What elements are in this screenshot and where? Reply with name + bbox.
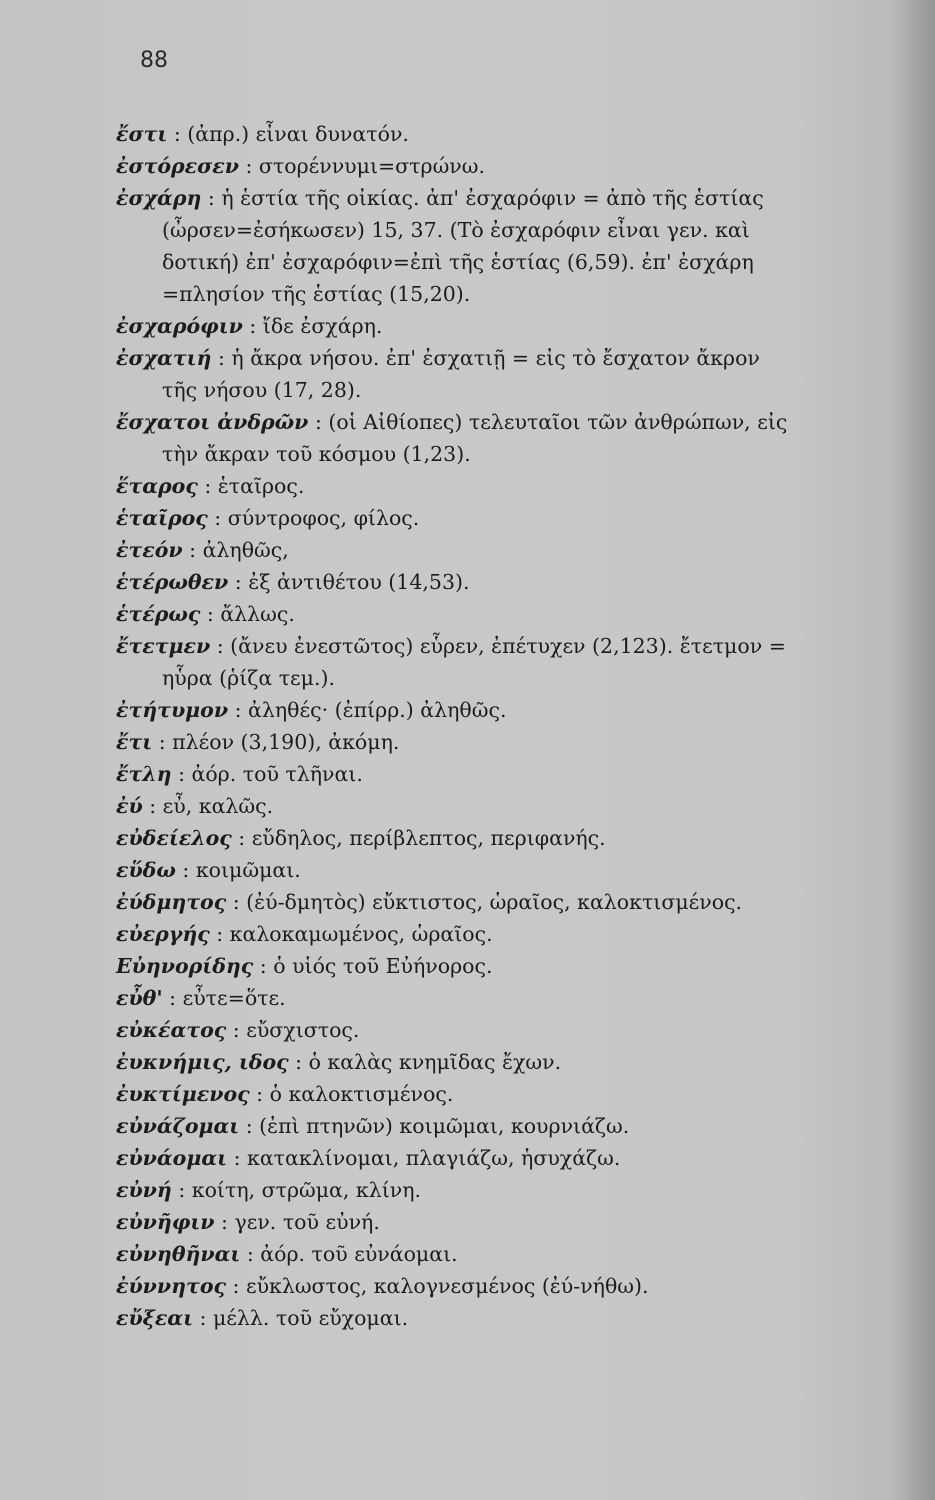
entry-lemma: ἑτέρως xyxy=(116,602,201,626)
entry-gloss: : σύντροφος, φίλος. xyxy=(214,506,420,530)
entry-gloss: : (ἄνευ ἐνεστῶτος) εὗρεν, ἐπέτυχεν (2,123). ἔτετμον = xyxy=(216,634,786,658)
entry-gloss: : εὔκλωστος, καλογνεσμένος (ἐύ-νήθω). xyxy=(232,1274,649,1298)
entry-lemma: ἑτέρωθεν xyxy=(116,570,229,594)
entry-lemma: ἐσχάρη xyxy=(116,186,202,210)
entry-gloss: : (ἐύ-δμητὸς) εὔκτιστος, ὡραῖος, καλοκτισμένος. xyxy=(232,890,743,914)
entry-lemma: ἐστόρεσεν xyxy=(116,154,239,178)
entry-gloss: : εὖτε=ὅτε. xyxy=(169,986,286,1010)
glossary-entry xyxy=(116,1078,916,1110)
entry-lemma: ἐύννητος xyxy=(116,1274,226,1298)
entry-gloss: : ὁ καλοκτισμένος. xyxy=(256,1082,454,1106)
entry-gloss: : ἄλλως. xyxy=(206,602,295,626)
glossary-entry xyxy=(116,1174,916,1206)
glossary-entry xyxy=(116,1238,916,1270)
entry-lemma: εὐνάζομαι xyxy=(116,1114,240,1138)
entry-gloss: : ἀληθῶς, xyxy=(189,538,289,562)
entry-gloss: : εὖ, καλῶς. xyxy=(149,794,274,818)
entry-lemma: ἐσχαρόφιν xyxy=(116,314,243,338)
entry-lemma: Εὐηνορίδης xyxy=(116,954,254,978)
glossary-entry xyxy=(116,918,916,950)
entry-lemma: εὕδω xyxy=(116,858,176,882)
glossary-entry xyxy=(116,950,916,982)
glossary-entry xyxy=(116,790,916,822)
glossary-entry xyxy=(116,310,916,342)
entry-lemma: ἔστι xyxy=(116,122,168,146)
glossary-entries xyxy=(116,118,916,1334)
entry-gloss: : μέλλ. τοῦ εὔχομαι. xyxy=(199,1306,409,1330)
entry-lemma: ἐύδμητος xyxy=(116,890,227,914)
entry-lemma: ἐυκνήμις, ιδος xyxy=(116,1050,289,1074)
entry-gloss: : (ἀπρ.) εἶναι δυνατόν. xyxy=(173,122,409,146)
glossary-entry xyxy=(116,1110,916,1142)
glossary-entry xyxy=(116,118,916,150)
glossary-entry xyxy=(116,758,916,790)
glossary-entry xyxy=(116,822,916,854)
entry-lemma: εὐδείελος xyxy=(116,826,232,850)
entry-lemma: ἕταρος xyxy=(116,474,198,498)
entry-continuation: τῆς νήσου (17, 28). xyxy=(162,378,362,402)
entry-lemma: εὐκέατος xyxy=(116,1018,227,1042)
entry-gloss: : ἀληθές· (ἐπίρρ.) ἀληθῶς. xyxy=(234,698,507,722)
entry-lemma: ἔτι xyxy=(116,730,153,754)
glossary-entry xyxy=(116,1046,916,1078)
glossary-entry xyxy=(116,726,916,758)
glossary-entry xyxy=(116,566,916,598)
glossary-entry xyxy=(116,150,916,182)
entry-gloss: : γεν. τοῦ εὐνή. xyxy=(221,1210,380,1234)
glossary-entry xyxy=(116,694,916,726)
entry-lemma: εὐνῆφιν xyxy=(116,1210,215,1234)
glossary-entry xyxy=(116,886,916,918)
entry-lemma: εὔξεαι xyxy=(116,1306,193,1330)
entry-gloss: : κοίτη, στρῶμα, κλίνη. xyxy=(178,1178,422,1202)
glossary-entry xyxy=(116,406,916,470)
entry-lemma: ἑταῖρος xyxy=(116,506,208,530)
glossary-entry xyxy=(116,1302,916,1334)
glossary-entry xyxy=(116,630,916,694)
entry-lemma: εὐνηθῆναι xyxy=(116,1242,241,1266)
entry-gloss: : ἀόρ. τοῦ εὐνάομαι. xyxy=(246,1242,458,1266)
entry-gloss: : ἡ ἄκρα νήσου. ἐπ' ἐσχατιῇ = εἰς τὸ ἔσχατον ἄκρον xyxy=(217,346,760,370)
entry-lemma: ἔτετμεν xyxy=(116,634,211,658)
glossary-entry xyxy=(116,470,916,502)
entry-gloss: : ἐξ ἀντιθέτου (14,53). xyxy=(234,570,470,594)
entry-continuation: τὴν ἄκραν τοῦ κόσμου (1,23). xyxy=(162,442,471,466)
glossary-entry xyxy=(116,534,916,566)
entry-gloss: : κατακλίνομαι, πλαγιάζω, ἡσυχάζω. xyxy=(233,1146,621,1170)
entry-lemma: εὐνάομαι xyxy=(116,1146,228,1170)
glossary-entry xyxy=(116,1270,916,1302)
entry-lemma: ἔσχατοι ἀνδρῶν xyxy=(116,410,309,434)
entry-gloss: : στορέννυμι=στρώνω. xyxy=(245,154,485,178)
glossary-entry xyxy=(116,598,916,630)
entry-lemma: ἐυκτίμενος xyxy=(116,1082,250,1106)
entry-lemma: ἐτήτυμον xyxy=(116,698,229,722)
entry-lemma: εὐνή xyxy=(116,1178,172,1202)
entry-lemma: εὖθ' xyxy=(116,986,163,1010)
entry-lemma: ἐύ xyxy=(116,794,143,818)
glossary-entry xyxy=(116,982,916,1014)
entry-lemma: ἐτεόν xyxy=(116,538,183,562)
entry-continuation: =πλησίον τῆς ἑστίας (15,20). xyxy=(162,282,471,306)
entry-lemma: εὐεργής xyxy=(116,922,210,946)
entry-gloss: : ἡ ἑστία τῆς οἰκίας. ἀπ' ἐσχαρόφιν = ἀπὸ τῆς ἑστίας xyxy=(207,186,764,210)
glossary-entry xyxy=(116,502,916,534)
entry-gloss: : (οἱ Αἰθίοπες) τελευταῖοι τῶν ἀνθρώπων, εἰς xyxy=(314,410,788,434)
glossary-entry xyxy=(116,1142,916,1174)
glossary-entry xyxy=(116,854,916,886)
entry-gloss: : ὁ υἱός τοῦ Εὐήνορος. xyxy=(259,954,493,978)
glossary-entry xyxy=(116,1014,916,1046)
glossary-entry xyxy=(116,1206,916,1238)
glossary-entry xyxy=(116,182,916,310)
entry-lemma: ἔτλη xyxy=(116,762,172,786)
glossary-entry xyxy=(116,342,916,406)
entry-gloss: : κοιμῶμαι. xyxy=(182,858,301,882)
entry-gloss: : πλέον (3,190), ἀκόμη. xyxy=(158,730,400,754)
entry-continuation: δοτική) ἐπ' ἐσχαρόφιν=ἐπὶ τῆς ἑστίας (6,59). ἐπ' ἐσχάρη xyxy=(162,250,754,274)
page-number: 88 xyxy=(140,48,168,73)
entry-gloss: : ἴδε ἐσχάρη. xyxy=(249,314,383,338)
entry-continuation: ηὗρα (ῥίζα τεμ.). xyxy=(162,666,336,690)
entry-gloss: : καλοκαμωμένος, ὡραῖος. xyxy=(216,922,493,946)
entry-gloss: : ἑταῖρος. xyxy=(204,474,305,498)
entry-gloss: : ἀόρ. τοῦ τλῆναι. xyxy=(178,762,363,786)
entry-gloss: : εὔδηλος, περίβλεπτος, περιφανής. xyxy=(238,826,606,850)
entry-gloss: : εὔσχιστος. xyxy=(232,1018,360,1042)
entry-gloss: : (ἐπὶ πτηνῶν) κοιμῶμαι, κουρνιάζω. xyxy=(245,1114,630,1138)
entry-continuation: (ὦρσεν=ἐσήκωσεν) 15, 37. (Τὸ ἐσχαρόφιν εἶναι γεν. καὶ xyxy=(162,218,750,242)
entry-gloss: : ὁ καλὰς κνημῖδας ἔχων. xyxy=(295,1050,562,1074)
entry-lemma: ἐσχατιή xyxy=(116,346,212,370)
